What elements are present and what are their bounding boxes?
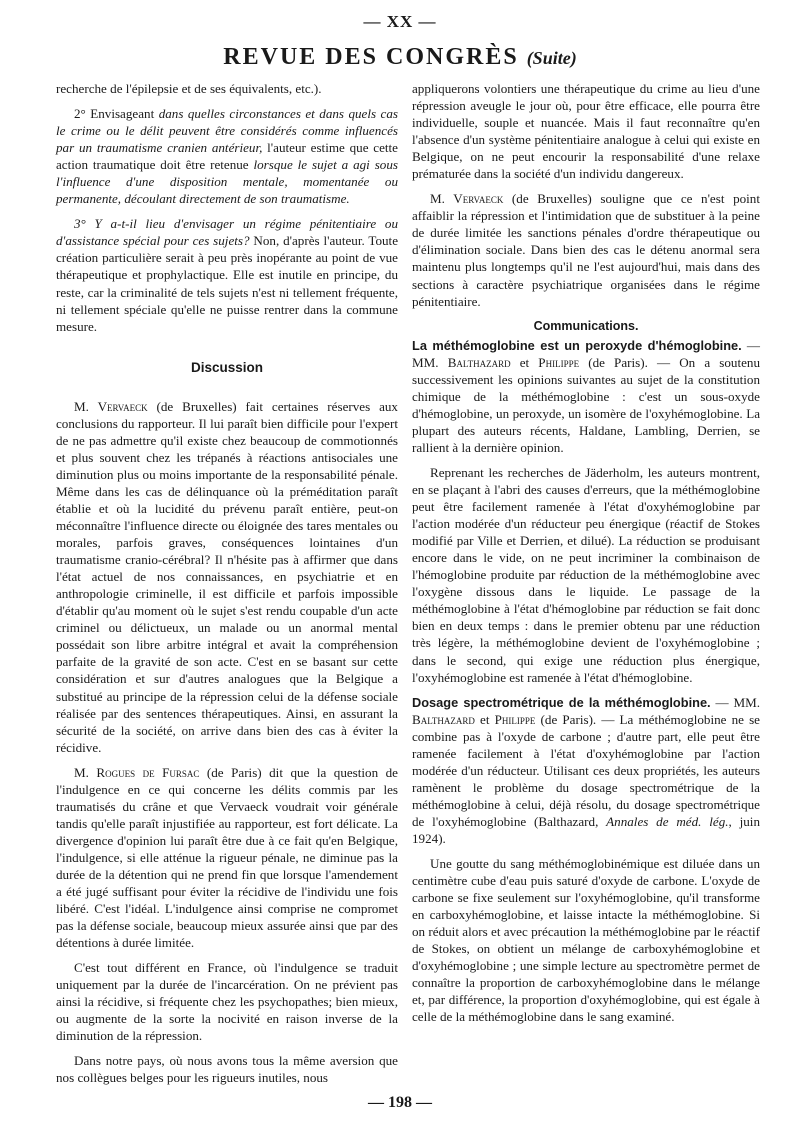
paragraph: recherche de l'épilepsie et de ses équivalents, etc.). — [56, 81, 322, 96]
author-name: Philippe — [494, 711, 536, 727]
speaker-name: M. Vervaeck — [74, 398, 148, 414]
italic-run: lorsque le sujet a agi sous l'influence d'une disposition mentale, momentanée ou permanente, découlant directement de son traumatisme. — [56, 157, 398, 207]
italic-run: dans quelles circonstances et dans quels cas le crime ou le délit peuvent être considérés comme influencés par un traumatisme cranien antérieur, — [56, 106, 398, 156]
text-run: et — [474, 711, 495, 727]
paragraph — [412, 190, 760, 309]
right-column — [412, 80, 760, 1033]
paragraph — [412, 694, 760, 847]
author-name: Balthazard — [412, 711, 475, 727]
text-run: , juin 1924). — [412, 813, 760, 846]
text-run: — MM. — [710, 694, 761, 710]
text-run: (de Bruxelles) souligne que ce n'est point affaiblir la répression et l'intimidation que de substituer à la peine de durée limitée les sanctions pénales d'ordre thérapeutique ou d'élimination sociale. Dans bien des cas le détenu anormal sera maintenu plus longtemps qu'il ne l'est aujourd'hui, mais dans des sections à caractère psychiatrique organisées dans le régime pénitentiaire. — [412, 191, 760, 309]
running-title-suite: (Suite) — [526, 48, 577, 68]
paragraph: Dans notre pays, où nous avons tous la même aversion que nos collègues belges pour les rigueurs inutiles, nous — [56, 1053, 398, 1086]
paragraph: Une goutte du sang méthémoglobinémique est diluée dans un centimètre cube d'eau puis saturé d'oxyde de carbone. L'oxyde de carbone se fixe seulement sur l'oxyhémoglobine, qu'il transforme en carboxyhémoglobine, et laisse intacte la méthémoglobine. Si on réduit alors et avec précaution la méthémoglobine par le réactif de Stokes, on obtient un mélange de carboxyhémoglobine et d'oxyhémoglobine ; une simple lecture au spectromètre permet de connaître la proportion de carboxyhémoglobine dans le mélange et, par différence, la proportion d'oxyhémoglobine, qui est égale à celle de la méthémoglobine dans le sang examiné. — [412, 856, 760, 1025]
text-run: (de Paris). — On a soutenu successivement les opinions suivantes au sujet de la constitution chimique de la méthémoglobine : c'est un sous-oxyde d'hémoglobine, un peroxyde, un isomère de l'oxyhémoglobine. La plupart des auteurs récents, Haldane, Lambling, Derrien, se rallient à la dernière opinion. — [412, 354, 760, 455]
text-run: (de Bruxelles) fait certaines réserves aux conclusions du rapporteur. Il lui paraît bien difficile pour l'expert de ne pas admettre qu'il existe chez beaucoup de commotionnés et plus souvent chez les trépanés à réactions antisociales une diminution plus ou moins importante de la responsabilité pénale. Même dans les cas de délinquance où la préméditation paraît établie et où la lucidité du prévenu paraît entière, peut-on méconnaître l'influence directe ou éloignée des tares mentales ou morales, parfois graves, conséquences lointaines d'un traumatisme cranio-cérébral? Il n'hésite pas à affirmer que dans l'état actuel de nos connaissances, en psychiatrie et en anthropologie criminelle, il est difficile et parfois impossible d'établir qu'au moment où le sujet s'est rendu coupable d'un acte criminel ou délictueux, un malade ou un anormal mental possédait son libre arbitre intégral et avait la compréhension parfaite de la gravité de son acte. C'est en se basant sur cette considération et sur d'autres analogues que la Belgique a substitué au principe de la répression celui de la défense sociale réalisée par des sentences thérapeutiques. Ainsi, en assurant la sécurité de la société, on arrive dans bien des cas à éviter la récidive. — [56, 398, 398, 755]
communication-title: La méthémoglobine est un peroxyde d'hémoglobine. — [412, 337, 742, 353]
paragraph — [56, 215, 398, 334]
paragraph: C'est tout différent en France, où l'indulgence se traduit uniquement par la durée de l'incarcération. On ne prévient pas ainsi la récidive, si fréquente chez les psychopathes; bien mieux, ou augmente de la sorte la nocivité en raison inverse de la diminution de la répression. — [56, 960, 398, 1044]
paragraph: appliquerons volontiers une thérapeutique du crime au lieu d'une répression aveugle le jour où, pour être efficace, elle pourra être individuelle, souple et nuancée. Mais il faut reconnaître qu'en l'absence d'un système pénitentiaire analogue à celui qui existe en Belgique, on ne peut encourir la responsabilité d'une relaxe prématurée dans la société d'un individu dangereux. — [412, 81, 760, 182]
paragraph — [412, 337, 760, 456]
text-run: 2° Envisageant — [74, 106, 159, 122]
paragraph: Reprenant les recherches de Jäderholm, les auteurs montrent, en se plaçant à l'abri des causes d'erreurs, que la méthémoglobine peut être facilement ramenée à l'état d'oxyhémoglobine par l'action modérée d'un réducteur peu énergique (réactif de Stokes modifié par Ville et Derrien, et dilué). La réduction se produisant encore dans le vide, on ne peut incriminer la combinaison de l'hémoglobine produite par réduction de la méthémoglobine avec l'oxygène dissous dans le liquide. Le passage de la méthémoglobine à l'état d'hémoglobine par réduction se fait donc bien en deux temps : dans le premier obtenu par une réduction très légère, la méthémoglobine devient de l'oxyhémoglobine ; dans le second, qui exige une réduction plus énergique, l'oxyhémoglobine est ramenée à l'état d'hémoglobine. — [412, 464, 760, 685]
text-run: et — [510, 354, 539, 370]
running-title — [0, 44, 800, 71]
roman-page-number: — XX — — [363, 12, 437, 31]
paragraph — [56, 398, 398, 756]
communication-title: Dosage spectrométrique de la méthémoglobine. — [412, 694, 711, 710]
author-name: Philippe — [538, 354, 580, 370]
running-title-text: REVUE DES CONGRÈS — [223, 44, 519, 70]
discussion-heading: Discussion — [190, 359, 264, 375]
text-run: Non, d'après l'auteur. Toute création particulière serait à peu près inopérante au point de vue thérapeutique et prophylactique. Elle est inutile en principe, du reste, car la criminalité de tels sujets n'est ni tellement fréquente, ni tellement spéciale qu'elle ne puisse rentrer dans la commune mesure. — [56, 233, 399, 334]
speaker-name: M. Rogues de Fursac — [74, 764, 200, 780]
italic-run: 3° Y a-t-il lieu d'envisager un régime pénitentiaire ou d'assistance spécial pour ces sujets? — [56, 216, 398, 249]
text-run: l'auteur estime que cette action traumatique doit être retenue — [56, 140, 398, 173]
left-column — [56, 80, 398, 1095]
communications-heading: Communications. — [533, 318, 639, 333]
italic-run: Annales de méd. lég. — [606, 813, 729, 829]
text-run: (de Paris). — La méthémoglobine ne se combine pas à l'oxyde de carbone ; d'autre part, elle peut être ramenée facilement à l'état d'oxyhémoglobine par l'action modérée d'un réducteur. Utilisant ces deux propriétés, les auteurs ramènent le problème du dosage spectrométrique de la méthémoglobine à celui, déjà résolu, du dosage spectrométrique de l'oxyhémoglobine (Balthazard, — [412, 711, 760, 829]
paragraph — [56, 764, 398, 952]
author-name: Balthazard — [447, 354, 511, 370]
speaker-name: M. Vervaeck — [430, 191, 504, 207]
paragraph — [56, 105, 398, 207]
text-run: — MM. — [412, 337, 760, 370]
page-number: — 198 — — [368, 1094, 432, 1111]
text-run: (de Paris) dit que la question de l'indulgence en ce qui concerne les délits commis par les traumatisés du crâne et que Vervaeck voudrait voir générale tandis qu'elle paraît injustifiée au rapporteur, est fort délicate. La divergence d'opinion lui paraît être due à ce fait qu'en Belgique, l'indulgence, si elle atténue la rigueur pénale, ne diminue pas la durée de la détention qui ne prend fin que lorsque l'amendement a été jugé suffisant pour éviter la récidive de l'individu une fois libéré. C'est l'idéal. L'indulgence ainsi comprise ne compromet pas la défense sociale, beaucoup mieux assurée ainsi que par des détentions à durée limitée. — [56, 764, 398, 951]
